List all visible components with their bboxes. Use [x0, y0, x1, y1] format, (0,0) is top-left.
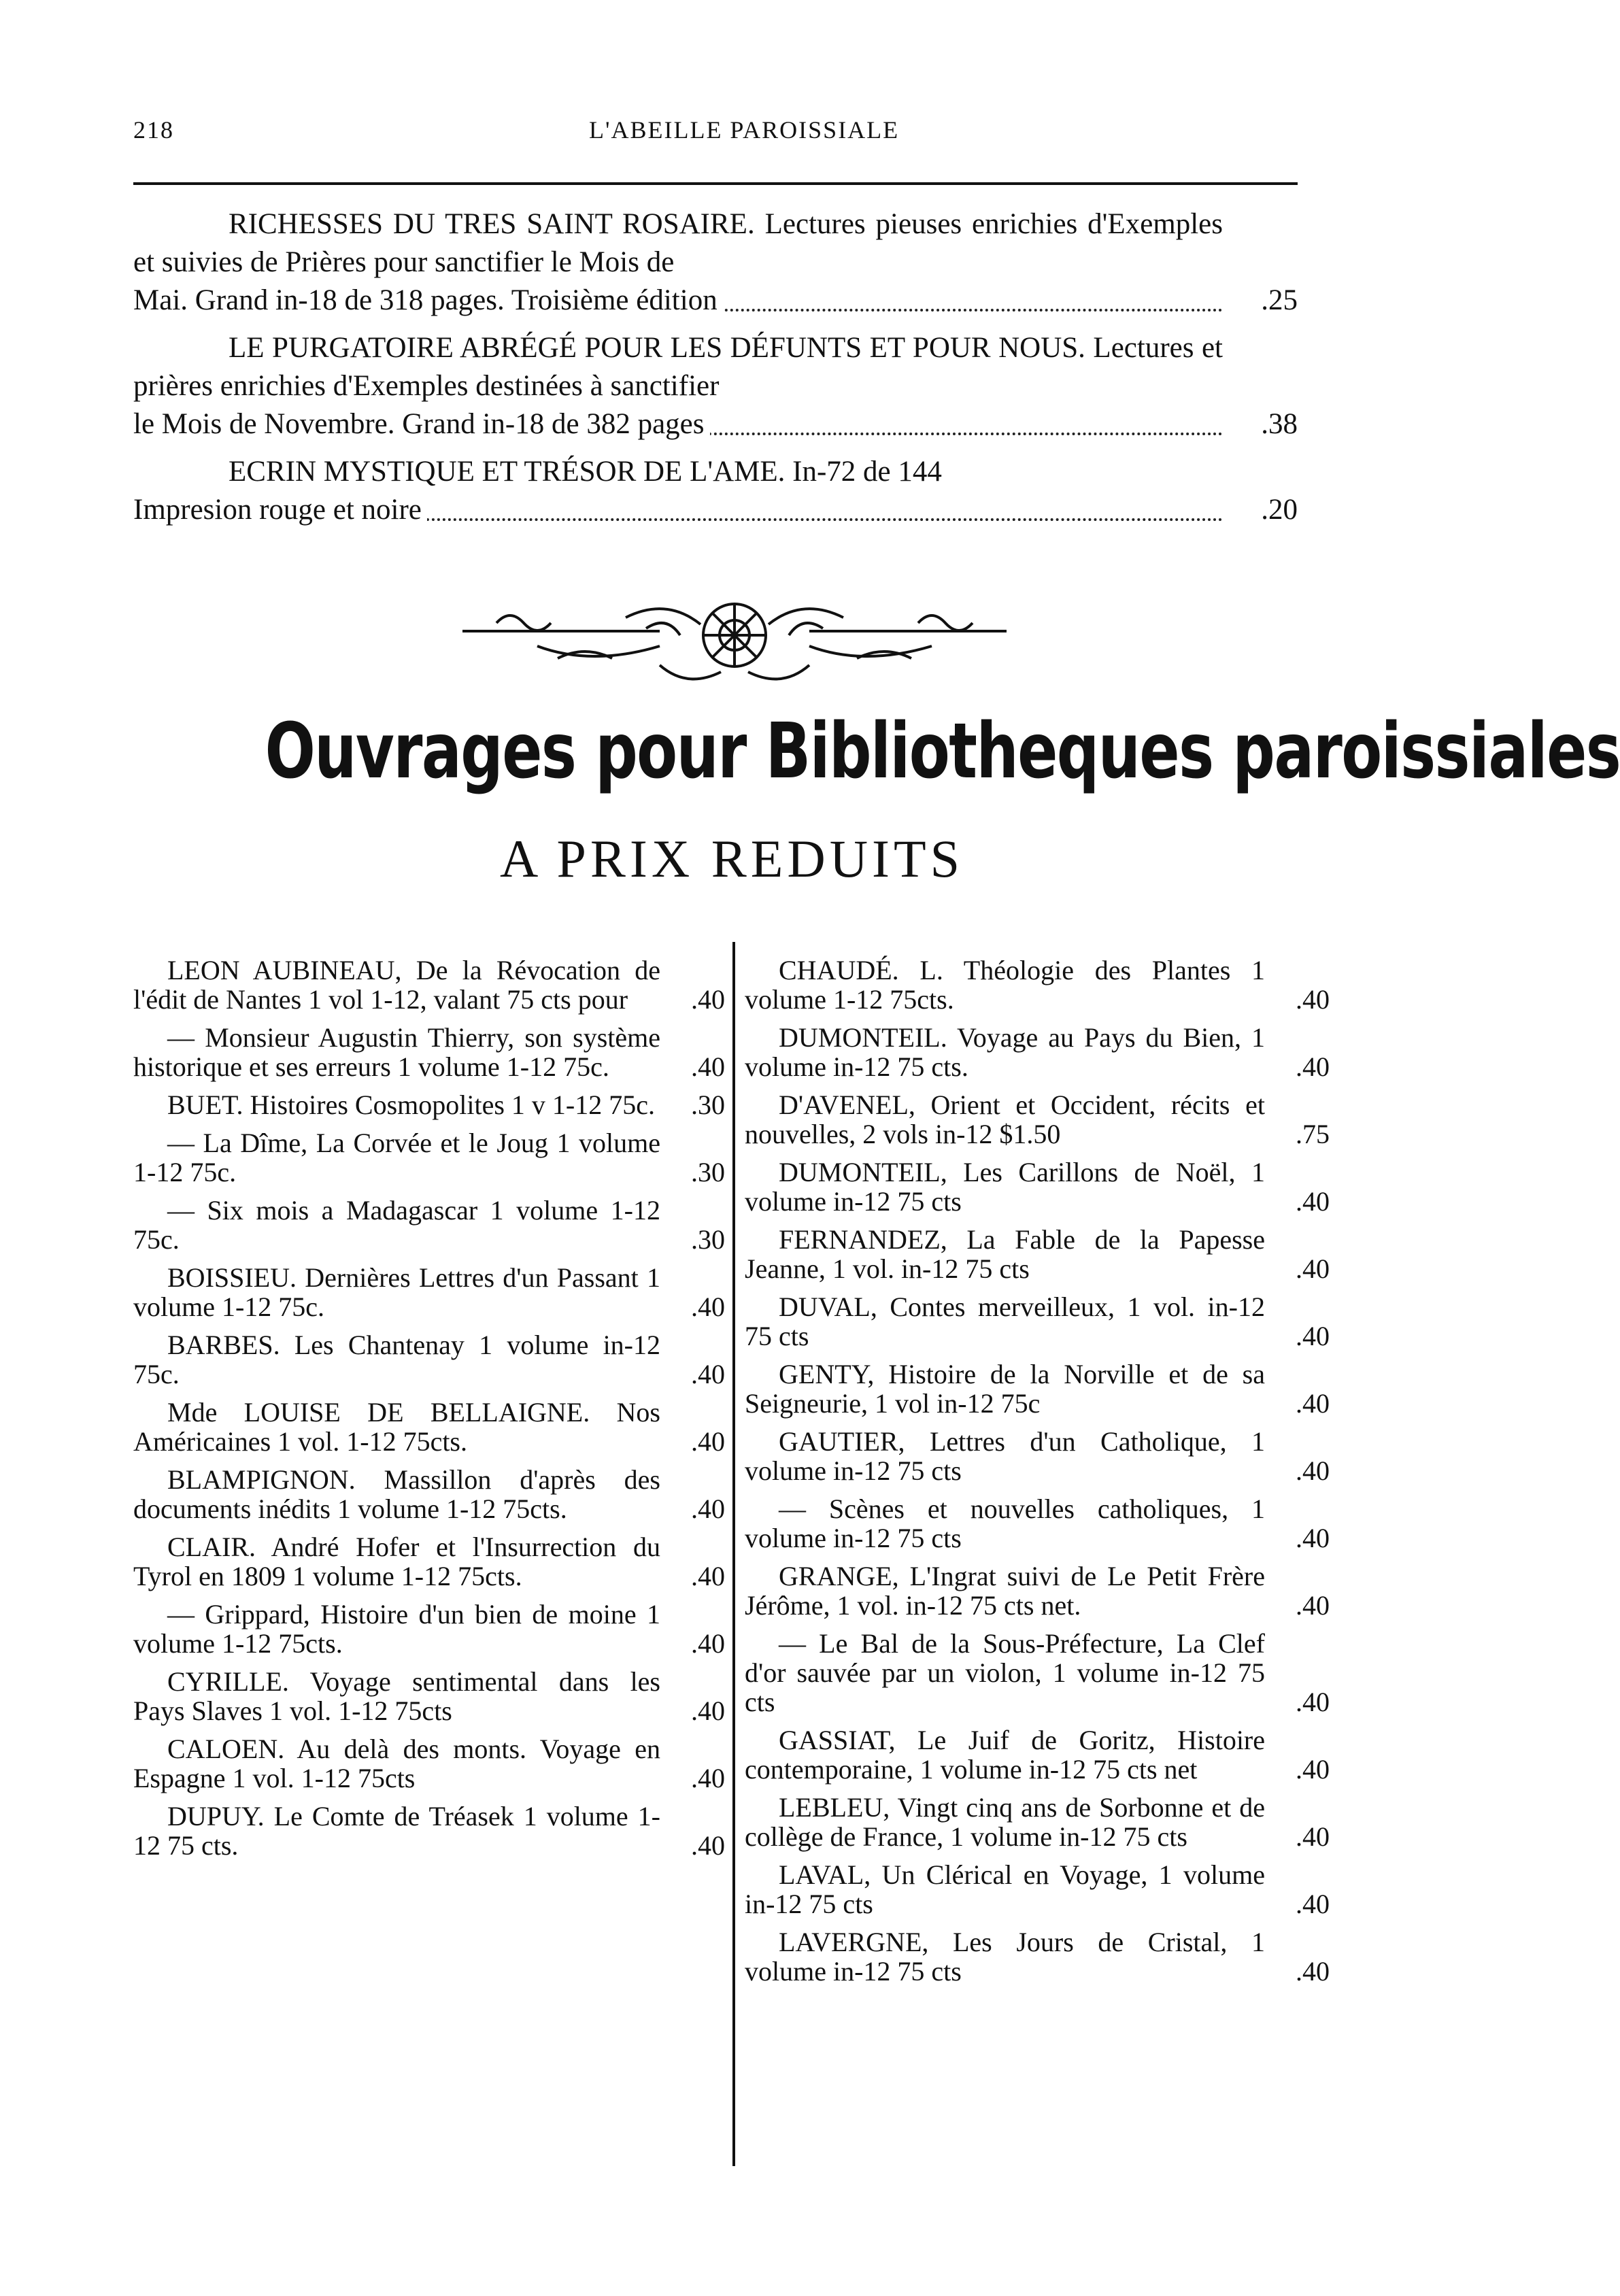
running-title: L'ABEILLE PAROISSIALE	[589, 116, 900, 144]
book-entry: DUMONTEIL, Les Carillons de Noël, 1 volume in-12 75 cts	[745, 1157, 1265, 1217]
book-price: .40	[1296, 1687, 1330, 1717]
book-entry: CYRILLE. Voyage sentimental dans les Pays Slaves 1 vol. 1-12 75cts	[133, 1666, 660, 1726]
book-price: .75	[1296, 1119, 1330, 1149]
section-title: Ouvrages pour Bibliotheques paroissiales	[265, 707, 1620, 796]
book-entry: — Monsieur Augustin Thierry, son système historique et ses erreurs 1 volume 1-12 75c.	[133, 1022, 660, 1082]
book-price: .40	[691, 1628, 725, 1659]
book-entry: LEBLEU, Vingt cinq ans de Sorbonne et de collège de France, 1 volume in-12 75 cts	[745, 1792, 1265, 1852]
book-entry: CHAUDÉ. L. Théologie des Plantes 1 volume 1-12 75cts.	[745, 955, 1265, 1015]
book-entry: GAUTIER, Lettres d'un Catholique, 1 volume in-12 75 cts	[745, 1426, 1265, 1486]
list-item	[745, 1023, 1330, 1081]
item-description-end: Impresion rouge et noire	[133, 494, 427, 526]
book-price: .40	[1296, 1821, 1330, 1852]
list-item	[745, 1561, 1330, 1620]
book-price: .30	[691, 1224, 725, 1255]
list-item	[745, 1494, 1330, 1553]
list-item	[745, 1360, 1330, 1418]
book-entry: — Grippard, Histoire d'un bien de moine 1 volume 1-12 75cts.	[133, 1599, 660, 1659]
book-entry: — Le Bal de la Sous-Préfecture, La Clef d'or sauvée par un violon, 1 volume in-12 75 cts	[745, 1628, 1265, 1717]
book-entry: LAVERGNE, Les Jours de Cristal, 1 volume in-12 75 cts	[745, 1927, 1265, 1987]
book-price: .40	[1296, 1186, 1330, 1217]
book-price: .40	[1296, 1889, 1330, 1919]
list-item	[745, 1793, 1330, 1851]
list-item	[745, 1158, 1330, 1216]
list-item	[133, 205, 1298, 320]
list-item	[133, 1465, 725, 1523]
book-price: .40	[691, 984, 725, 1015]
top-item-list	[133, 205, 1298, 539]
list-item	[133, 1667, 725, 1725]
book-price: .40	[1296, 1051, 1330, 1082]
book-price: .40	[691, 1493, 725, 1524]
book-entry: FERNANDEZ, La Fable de la Papesse Jeanne, 1 vol. in-12 75 cts	[745, 1224, 1265, 1284]
book-price: .40	[1296, 1455, 1330, 1486]
book-entry: LEON AUBINEAU, De la Révocation de l'édit de Nantes 1 vol 1-12, valant 75 cts pour	[133, 955, 660, 1015]
book-price: .40	[1296, 1523, 1330, 1553]
list-item	[745, 1292, 1330, 1351]
book-price: .40	[691, 1426, 725, 1457]
header-rule	[133, 182, 1298, 185]
section-subtitle: A PRIX REDUITS	[499, 829, 964, 888]
item-price: .38	[1261, 408, 1298, 440]
book-entry: — Six mois a Madagascar 1 volume 1-12 75c.	[133, 1195, 660, 1255]
book-price: .40	[1296, 1321, 1330, 1351]
list-item	[133, 1128, 725, 1187]
book-entry: DUVAL, Contes merveilleux, 1 vol. in-12 75 cts	[745, 1292, 1265, 1351]
book-price: .40	[691, 1763, 725, 1793]
book-entry: LAVAL, Un Clérical en Voyage, 1 volume in-12 75 cts	[745, 1859, 1265, 1919]
book-entry: D'AVENEL, Orient et Occident, récits et nouvelles, 2 vols in-12 $1.50	[745, 1090, 1265, 1149]
list-item	[745, 1927, 1330, 1986]
book-entry: Mde LOUISE DE BELLAIGNE. Nos Américaines 1 vol. 1-12 75cts.	[133, 1397, 660, 1457]
book-price: .40	[1296, 1253, 1330, 1284]
list-item	[133, 1398, 725, 1456]
book-price: .40	[1296, 1754, 1330, 1785]
list-item	[133, 956, 725, 1014]
book-price: .40	[1296, 984, 1330, 1015]
book-price: .40	[691, 1359, 725, 1389]
list-item	[745, 956, 1330, 1014]
item-description-end: Mai. Grand in-18 de 318 pages. Troisième édition	[133, 284, 723, 316]
item-price: .20	[1261, 494, 1298, 526]
book-entry: GRANGE, L'Ingrat suivi de Le Petit Frère Jérôme, 1 vol. in-12 75 cts net.	[745, 1561, 1265, 1621]
book-entry: CALOEN. Au delà des monts. Voyage en Espagne 1 vol. 1-12 75cts	[133, 1734, 660, 1793]
list-item	[133, 1090, 725, 1119]
book-price: .40	[691, 1695, 725, 1726]
book-entry: — Scènes et nouvelles catholiques, 1 volume in-12 75 cts	[745, 1493, 1265, 1553]
list-item	[133, 1802, 725, 1860]
item-description: ECRIN MYSTIQUE ET TRÉSOR DE L'AME. In-72 de 144	[229, 456, 942, 488]
item-last-line	[133, 405, 1298, 443]
book-entry: — La Dîme, La Corvée et le Joug 1 volume 1-12 75c.	[133, 1128, 660, 1187]
left-column	[133, 956, 725, 1869]
book-price: .40	[691, 1830, 725, 1861]
list-item	[133, 1196, 725, 1254]
running-head	[133, 116, 1289, 156]
book-price: .40	[1296, 1956, 1330, 1987]
list-item	[133, 1600, 725, 1658]
book-price: .40	[691, 1292, 725, 1322]
book-price: .40	[1296, 1388, 1330, 1419]
page-number: 218	[133, 116, 174, 144]
list-item	[133, 329, 1298, 443]
book-entry: CLAIR. André Hofer et l'Insurrection du Tyrol en 1809 1 volume 1-12 75cts.	[133, 1532, 660, 1591]
column-divider	[732, 942, 735, 2166]
list-item	[745, 1860, 1330, 1919]
book-price: .30	[691, 1090, 725, 1120]
book-entry: GENTY, Histoire de la Norville et de sa Seigneurie, 1 vol in-12 75c	[745, 1359, 1265, 1419]
book-entry: BUET. Histoires Cosmopolites 1 v 1-12 75c.	[167, 1090, 655, 1120]
list-item	[133, 453, 1298, 529]
list-item	[745, 1090, 1330, 1149]
list-item	[133, 1532, 725, 1591]
list-item	[745, 1725, 1330, 1784]
book-price: .40	[1296, 1590, 1330, 1621]
item-description: LE PURGATOIRE ABRÉGÉ POUR LES DÉFUNTS ET POUR NOUS. Lectures et prières enrichies d'Exemples destinées à sanctifier	[133, 332, 1223, 402]
book-entry: DUMONTEIL. Voyage au Pays du Bien, 1 volume in-12 75 cts.	[745, 1022, 1265, 1082]
list-item	[745, 1225, 1330, 1283]
list-item	[745, 1629, 1330, 1717]
item-description-end: le Mois de Novembre. Grand in-18 de 382 pages	[133, 408, 710, 440]
book-price: .30	[691, 1157, 725, 1187]
book-entry: BARBES. Les Chantenay 1 volume in-12 75c.	[133, 1330, 660, 1389]
decorative-ornament	[456, 590, 1013, 692]
list-item	[133, 1330, 725, 1389]
item-price: .25	[1261, 284, 1298, 316]
book-price: .40	[691, 1561, 725, 1591]
list-item	[133, 1023, 725, 1081]
right-column	[745, 956, 1330, 1995]
item-last-line	[133, 282, 1298, 320]
list-item	[133, 1263, 725, 1321]
book-price: .40	[691, 1051, 725, 1082]
item-description: RICHESSES DU TRES SAINT ROSAIRE. Lectures pieuses enrichies d'Exemples et suivies de Prières pour sanctifier le Mois de	[133, 208, 1223, 278]
book-entry: BOISSIEU. Dernières Lettres d'un Passant 1 volume 1-12 75c.	[133, 1262, 660, 1322]
list-item	[133, 1734, 725, 1793]
item-last-line	[133, 491, 1298, 529]
book-entry: GASSIAT, Le Juif de Goritz, Histoire contemporaine, 1 volume in-12 75 cts net	[745, 1725, 1265, 1785]
book-entry: DUPUY. Le Comte de Tréasek 1 volume 1-12 75 cts.	[133, 1801, 660, 1861]
book-entry: BLAMPIGNON. Massillon d'après des documents inédits 1 volume 1-12 75cts.	[133, 1464, 660, 1524]
list-item	[745, 1427, 1330, 1485]
